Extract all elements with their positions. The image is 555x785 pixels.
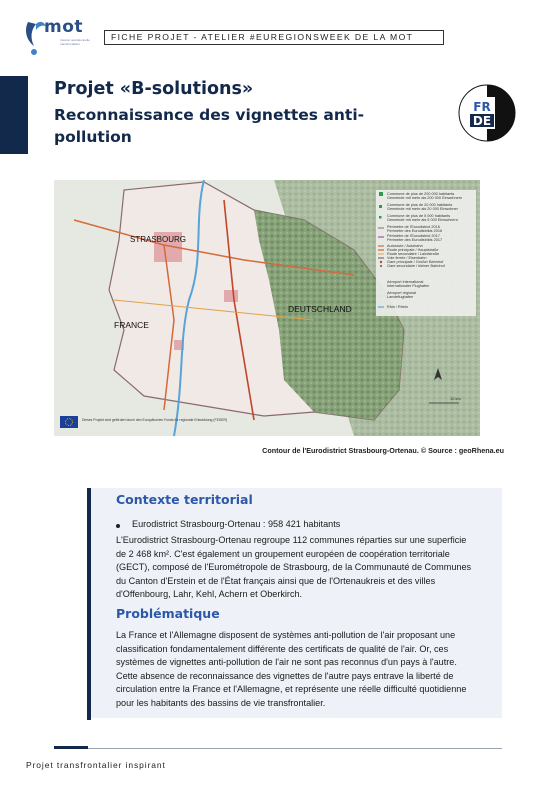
svg-text:Perimeter des Eurodistrikts 20: Perimeter des Eurodistrikts 2016 [387, 229, 443, 233]
map-label-deutschland: DEUTSCHLAND [288, 304, 352, 314]
header-banner: FICHE PROJET - ATELIER #EUREGIONSWEEK DE LA MOT [104, 30, 444, 45]
svg-text:Commune de plus de 5 000 habit: Commune de plus de 5 000 habitants [387, 214, 451, 218]
page-subtitle: Reconnaissance des vignettes anti-pollution [54, 106, 365, 146]
svg-text:Perimeter des Eurodistrikts 20: Perimeter des Eurodistrikts 2017 [387, 238, 443, 242]
section-heading-problematique: Problématique [116, 606, 220, 621]
page-title: Projet «B-solutions» [54, 79, 254, 99]
svg-text:Périmètre de l'Eurodistrict 20: Périmètre de l'Eurodistrict 2017 [387, 234, 440, 238]
map-scale: 10 km [450, 396, 461, 401]
svg-text:Gemeinde mit mehr als 200 000: Gemeinde mit mehr als 200 000 Einwohnern [387, 196, 463, 200]
svg-text:Gemeinde mit mehr als 20 000 E: Gemeinde mit mehr als 20 000 Einwohner [387, 207, 458, 211]
map-label-strasbourg: STRASBOURG [130, 235, 187, 244]
eurodistrict-map [54, 180, 480, 436]
content-box-accent [87, 488, 91, 720]
footer-text: Projet transfrontalier inspirant [26, 760, 166, 770]
badge-de: DE [472, 114, 492, 128]
logo-bird-icon [26, 22, 36, 46]
svg-text:Commune de plus de 20 000 habi: Commune de plus de 20 000 habitants [387, 203, 453, 207]
title-accent-bar [0, 76, 28, 154]
logo-name: mot [44, 17, 84, 37]
eu-funding-text: Dieses Projekt wird gefördert durch den Europäischen Fonds für regionale Entwicklung (FEDER) [82, 418, 228, 422]
svg-text:Périmètre de l'Eurodistrict 20: Périmètre de l'Eurodistrict 2016 [387, 225, 440, 229]
contexte-bullet: Eurodistrict Strasbourg-Ortenau : 958 421 habitants [132, 519, 341, 529]
svg-text:Landeflughafen: Landeflughafen [387, 295, 414, 299]
svg-text:Route secondaire / Landstraße: Route secondaire / Landstraße [387, 252, 440, 256]
eu-flag-icon [60, 416, 78, 428]
bullet-icon [116, 524, 120, 528]
problematique-paragraph: La France et l'Allemagne disposent de systèmes anti-pollution de l'air proposant une classification fondamentalement différente des certificats de qualité de l'air. Or, ces systèmes de vignettes anti-pollution de l'air ne sont pas reconnus d'un pays à l'autre. Cette absence de reconnaissance des vignettes de l'autre pays entrave la liberté de circulation entre la France et l'Allemagne, et représente une réelle difficulté quotidienne pour les habitants des bassins de vie transfrontalier. [116, 630, 467, 708]
fr-de-badge [458, 84, 516, 142]
logo-tagline: mission opérationnelle transfrontalière [60, 38, 90, 46]
section-heading-contexte: Contexte territorial [116, 492, 253, 507]
svg-text:Rhin / Rhein: Rhin / Rhein [387, 305, 408, 309]
svg-text:Gemeinde mit mehr als 5 000 Ei: Gemeinde mit mehr als 5 000 Einwohnern [387, 218, 458, 222]
map-legend [376, 190, 476, 316]
svg-text:Gare secondaire / kleiner Bahn: Gare secondaire / kleiner Bahnhof [387, 264, 445, 268]
svg-text:Internationaler Flughafen: Internationaler Flughafen [387, 284, 430, 288]
svg-text:Gare principale / Großer Bahnh: Gare principale / Großer Bahnhof [387, 260, 444, 264]
map-caption: Contour de l'Eurodistrict Strasbourg-Ortenau. © Source : geoRhena.eu [262, 446, 504, 455]
svg-text:Voie ferrée / Eisenbahn: Voie ferrée / Eisenbahn [387, 256, 427, 260]
svg-text:Autoroute / Autobahn: Autoroute / Autobahn [387, 244, 423, 248]
map-label-france: FRANCE [114, 320, 149, 330]
badge-fr: FR [473, 100, 491, 114]
svg-text:Commune de plus de 200 000 hab: Commune de plus de 200 000 habitants [387, 192, 455, 196]
svg-text:Aéroport régional: Aéroport régional [387, 291, 417, 295]
footer-divider-accent [54, 746, 88, 749]
svg-text:Route principale / Hauptstraße: Route principale / Hauptstraße [387, 248, 439, 252]
map-graphic [54, 180, 480, 436]
footer-divider [54, 748, 502, 749]
contexte-paragraph: L'Eurodistrict Strasbourg-Ortenau regroupe 112 communes réparties sur une superficie de 2 468 km². C'est également un groupement européen de coopération territoriale (GECT), composé de l'Eurométropole de Strasbourg, de la Communauté de Communes du Canton d'Erstein et de l'État français ainsi que de l'Ortenaukreis et des villes d'Offenbourg, Lahr, Kehl, Achern et Oberkirch. [116, 535, 472, 600]
svg-text:Aéroport international: Aéroport international [387, 280, 424, 284]
